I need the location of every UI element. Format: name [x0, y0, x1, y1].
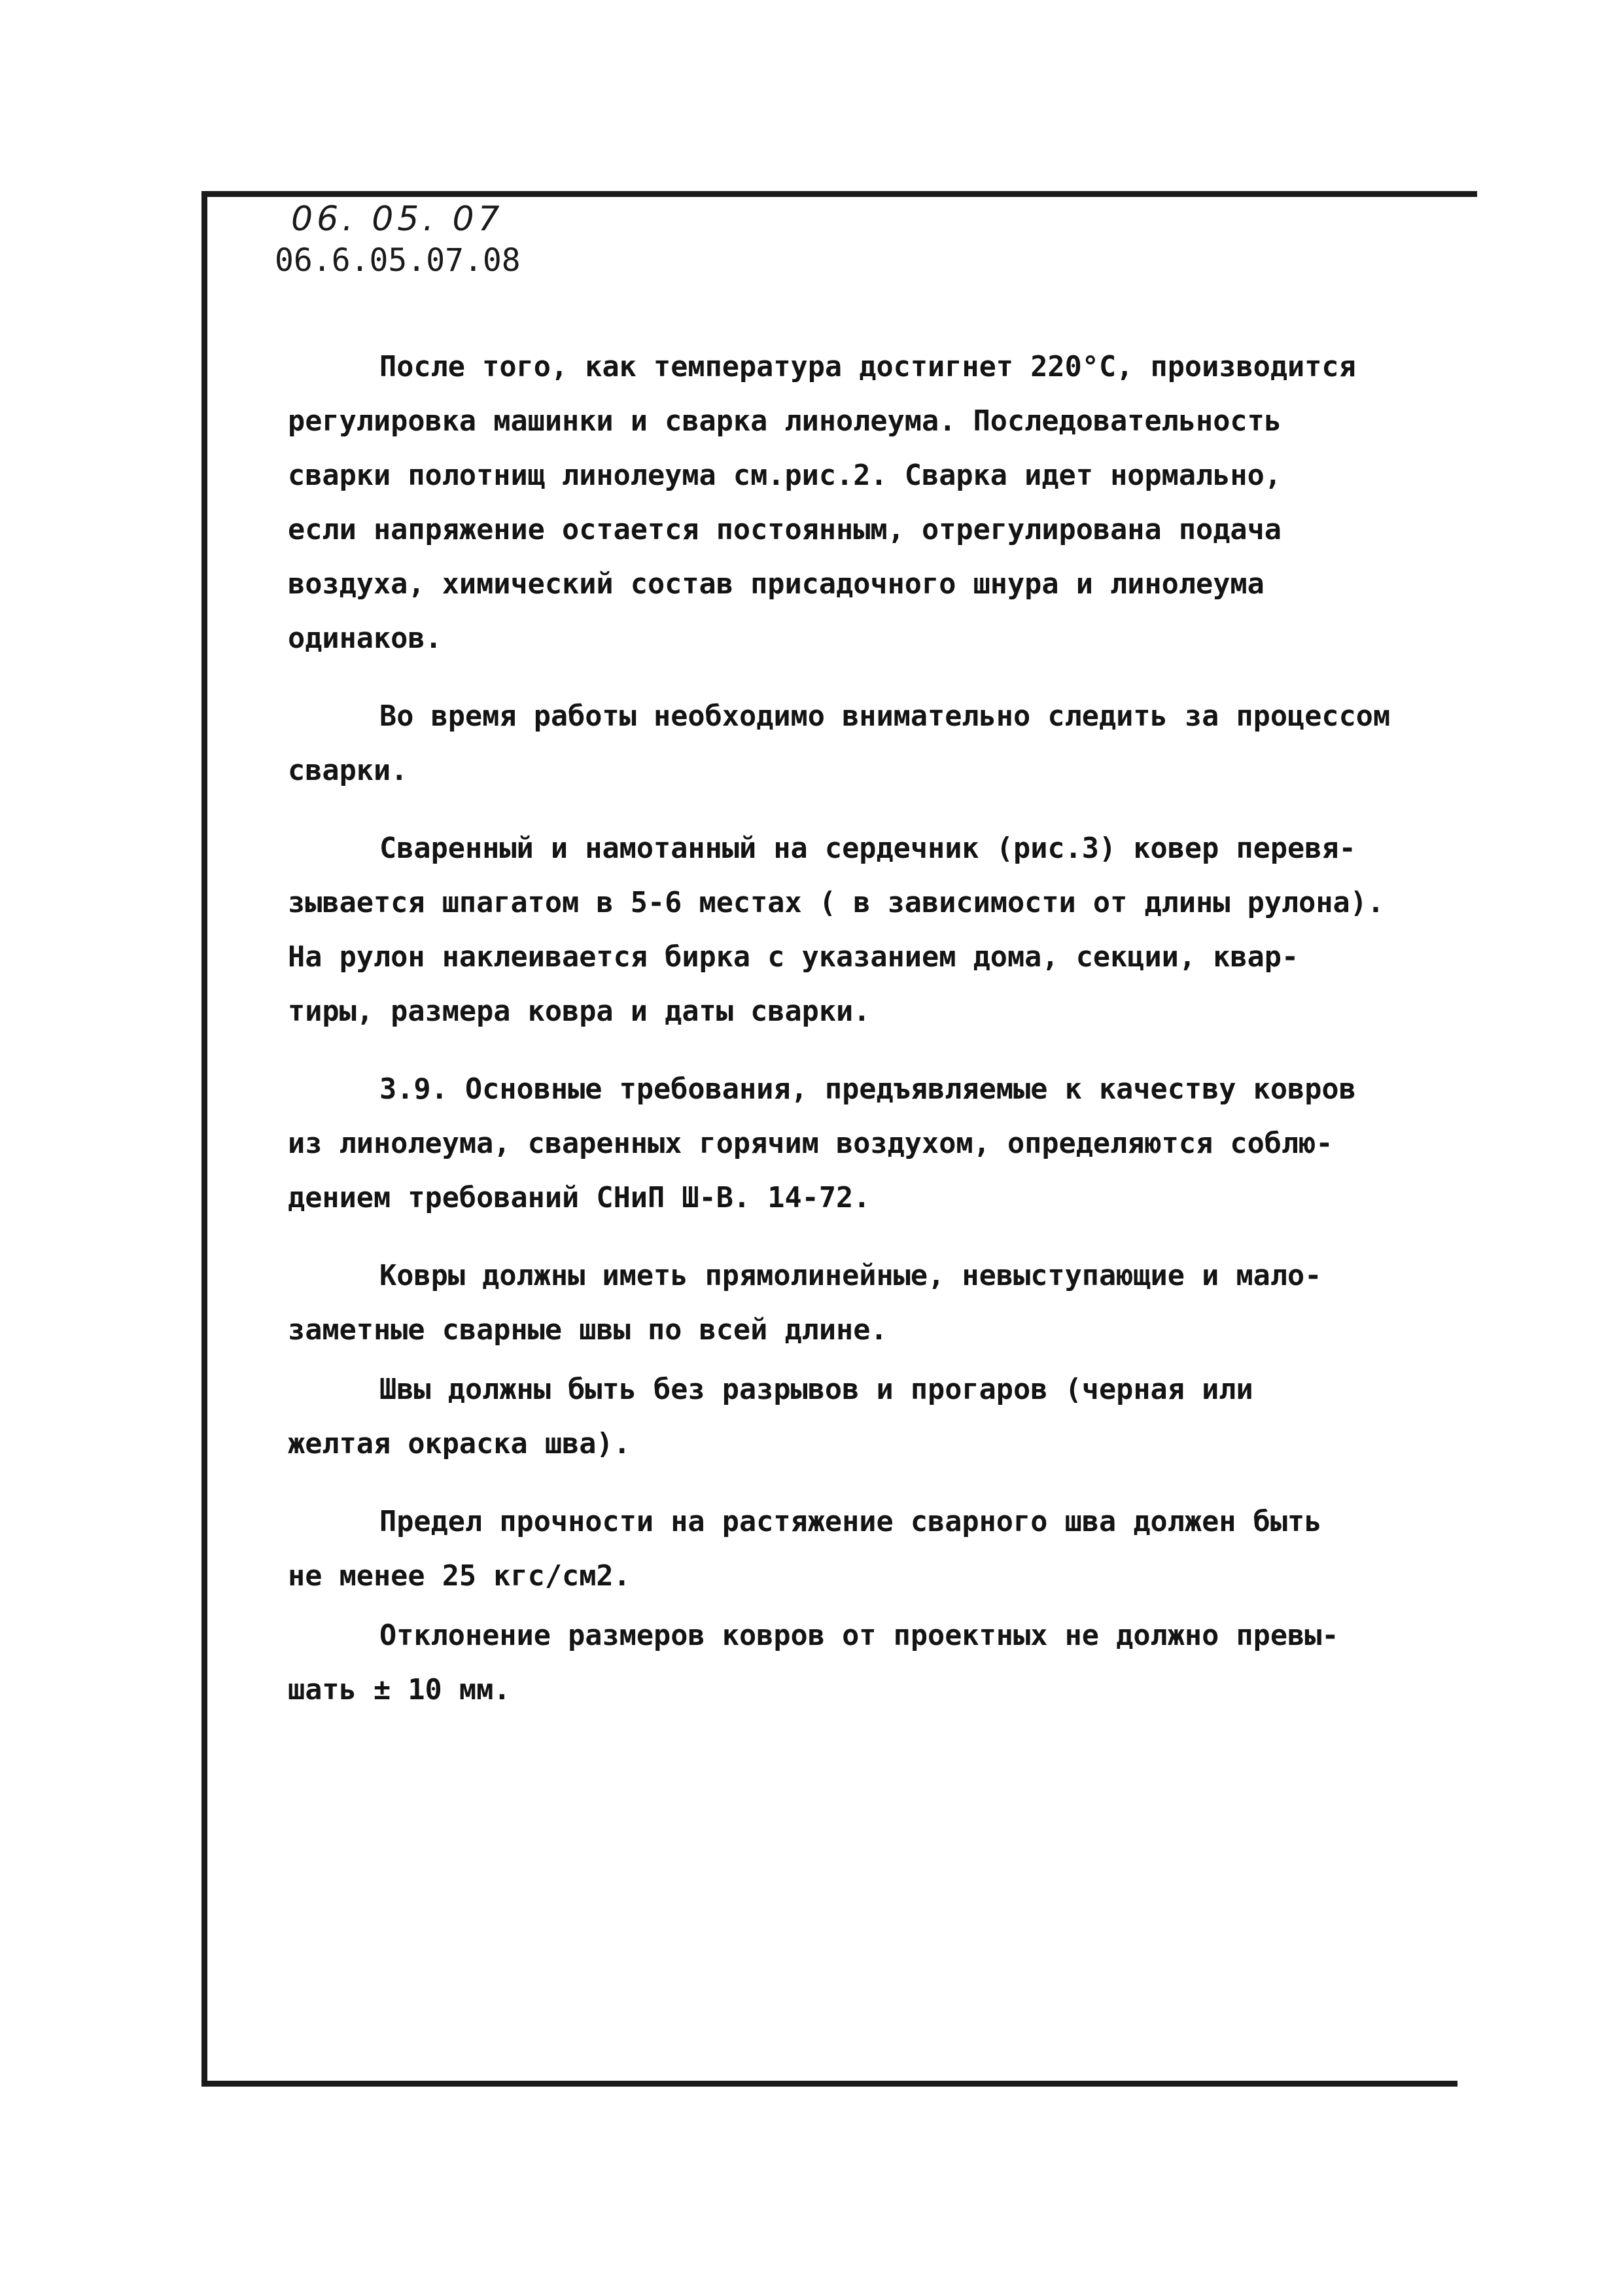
paragraph-seams: Ковры должны иметь прямолинейные, невыступающие и мало- заметные сварные швы по всей длине.: [288, 1260, 1322, 1347]
frame-bottom-border: [201, 2081, 1457, 2087]
frame-top-border: [201, 191, 1477, 197]
paragraph-rolling: Сваренный и намотанный на сердечник (рис.3) ковер перевя- зывается шпагатом в 5-6 местах ( в зависимости от длины рулона). На рулон наклеивается бирка с указанием дома, секции, квар- тиры, размера ковра и даты сварки.: [288, 832, 1385, 1028]
handwritten-code: 06. 05. 07: [291, 200, 504, 239]
paragraph-tolerance: Отклонение размеров ковров от проектных не должно превы- шать ± 10 мм.: [288, 1619, 1339, 1706]
paragraph-requirements: 3.9. Основные требования, предъявляемые к качеству ковров из линолеума, сваренных горячим воздухом, определяются соблю- дением требований СНиП Ш-В. 14-72.: [288, 1073, 1356, 1214]
body-text: [288, 340, 1413, 1741]
paragraph-strength: Предел прочности на растяжение сварного шва должен быть не менее 25 кгс/см2.: [288, 1506, 1322, 1593]
paragraph-welding-start: После того, как температура достигнет 220°С, производится регулировка машинки и сварка линолеума. Последовательность сварки полотнищ линолеума см.рис.2. Сварка идет нормально, если напряжение остается постоянным, отрегулирована подача воздуха, химический состав присадочного шнура и линолеума одинаков.: [288, 351, 1356, 655]
frame-left-border: [201, 191, 207, 2087]
paragraph-monitoring: Во время работы необходимо внимательно следить за процессом сварки.: [288, 700, 1391, 787]
document-code: 06.6.05.07.08: [275, 242, 521, 279]
paragraph-no-burns: Швы должны быть без разрывов и прогаров (черная или желтая окраска шва).: [288, 1373, 1253, 1460]
